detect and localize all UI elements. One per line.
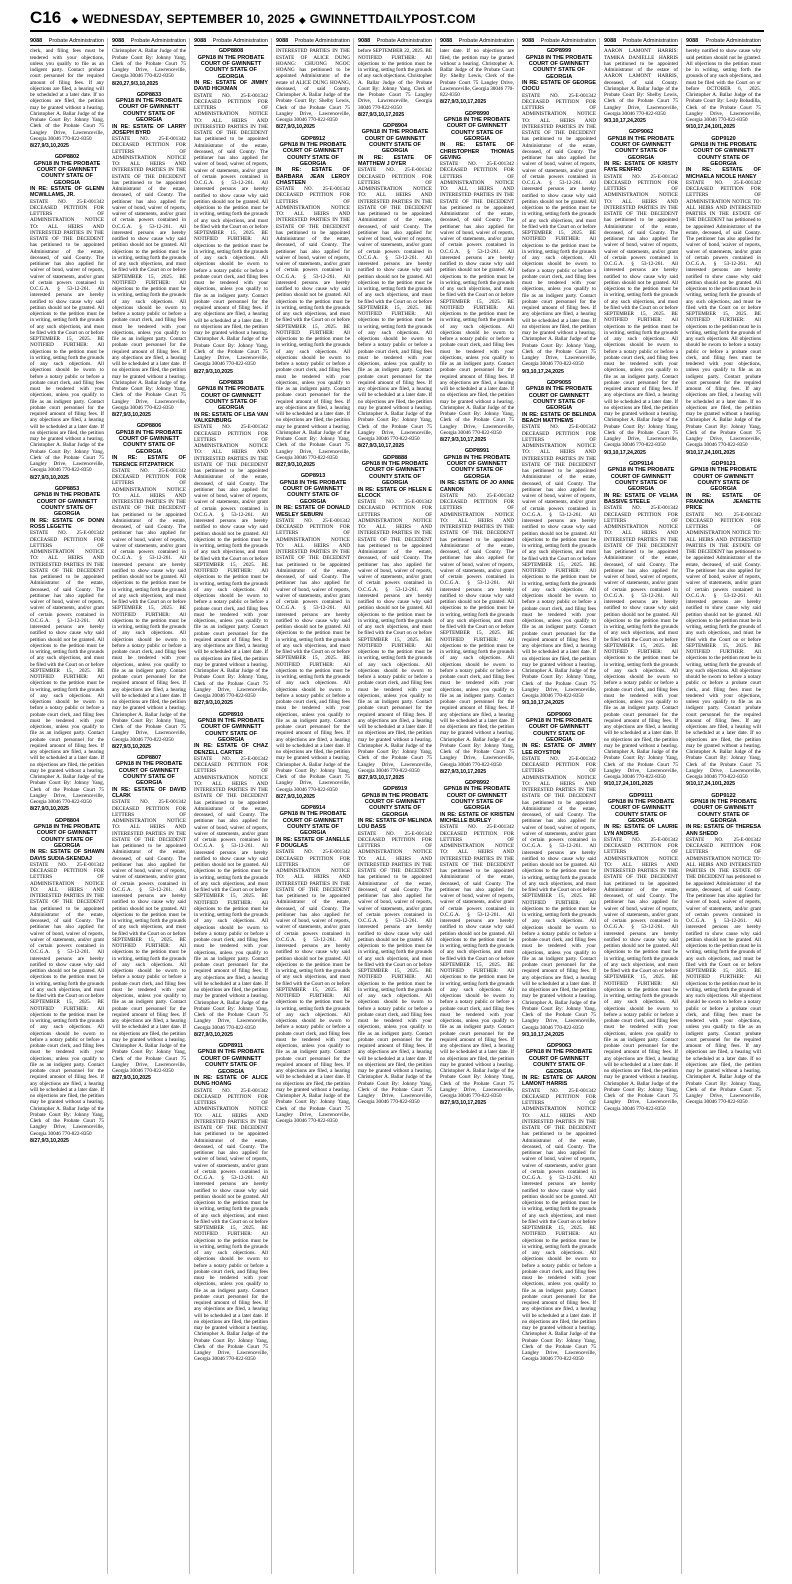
- notice-code: GDP9122: [711, 792, 736, 799]
- probate-notice: [686, 461, 761, 788]
- notice-continuation: [440, 48, 514, 105]
- notice-body-text: ESTATE NO. 25-E-001342 DECEASED PETITION FOR LETTERS OF ADMINISTRATION NOTICE TO: ALL HEIRS AND INTERESTED PARTIES IN THE ESTATE OF THE DECEDENT has petitioned to be appointed Administrator of the estate, deceased, of said County. The petitioner has also applied for waiver of bond, waiver of reports, waiver of statements, and/or grant of certain powers contained in O.C.G.A. § 53-12-261. All interested persons are hereby notified to show cause why said petition should not be granted. All objections to the petition must be in writing, setting forth the grounds of any such objections, and must be filed with the Court on or before SEPTEMBER 15, 2025. BE NOTIFIED FURTHER: All objections to the petition must be in writing, setting forth the grounds of any such objections. All objections should be sworn to before a notary public or before a probate court clerk, and filing fees must be tendered with your objections, unless you qualify to file as an indigent party. Contact probate court personnel for the required amount of filing fees. If any objections are filed, a hearing will be scheduled at a later date. If no objections are filed, the petition may be granted without a hearing. Christopher A. Ballar Judge of the Probate Court By: Johnny Yang, Clerk of the Probate Court 75 Langley Drive, Lawrenceville, Georgia 30046 770-822-8350: [30, 861, 104, 1137]
- notice-code: GDP8992: [464, 780, 490, 786]
- notice-column: [30, 38, 108, 1574]
- probate-notice: [30, 154, 104, 481]
- run-dates: 8/27,9/3,10,2025: [30, 474, 69, 481]
- estate-name: IN RE: ESTATE OF LAURIE LYN ANDRUS: [604, 824, 678, 837]
- court-heading: GPN18 IN THE PROBATE COURT OF GWINNETT COUNTY STATE OF GEORGIA: [33, 823, 101, 849]
- probate-notice: [440, 780, 514, 1107]
- court-heading: GPN18 IN THE PROBATE COURT OF GWINNETT COUNTY STATE OF GEORGIA: [525, 1049, 593, 1075]
- notice-continuation: [112, 48, 186, 87]
- run-dates: 8/27,9/3,10,2025: [194, 1031, 233, 1038]
- probate-notice: [358, 455, 432, 782]
- court-heading: GPN18 IN THE PROBATE COURT OF GWINNETT COUNTY STATE OF GEORGIA: [690, 141, 757, 167]
- notice-code: GDP8904: [382, 123, 408, 129]
- estate-name: IN RE: ESTATE OF BELINDA BEACH MATTHEWS: [522, 411, 596, 424]
- court-heading: GPN18 IN THE PROBATE COURT OF GWINNETT COUNTY STATE OF GEORGIA: [197, 717, 265, 743]
- probate-notice: [358, 123, 432, 450]
- notice-code: GDP8807: [136, 755, 162, 761]
- column-header: [522, 38, 596, 46]
- section-code: 9088: [30, 38, 43, 44]
- run-dates: 9/10,17,24,10/1,2025: [686, 124, 736, 131]
- section-label: Probate Administration: [376, 38, 432, 44]
- notice-continuation: [358, 48, 432, 118]
- notice-continuation: [686, 48, 761, 130]
- notice-body-text: Christopher A. Ballar Judge of the Probate Court By: Johnny Yang, Clerk of the Probate Court 75 Langley Drive, Lawrenceville, Georgia 30046 770-822-8350: [112, 48, 186, 80]
- estate-name: IN RE: ESTATE OF DAVID CLARK: [112, 786, 186, 800]
- section-code: 9088: [194, 38, 207, 44]
- estate-name: IN RE: ESTATE OF JIMMY DAVID HICKMAN: [194, 80, 268, 93]
- column-header: [194, 38, 268, 46]
- notice-body-text: ESTATE NO. 25-E-001342 DECEASED PETITION FOR LETTERS OF ADMINISTRATION NOTICE TO: ALL HEIRS AND INTERESTED PARTIES IN THE ESTATE OF THE DECEDENT has petitioned to be appointed Administrator of the estate, deceased, of said County. The petitioner has also applied for waiver of bond, waiver of reports, waiver of statements, and/or grant of certain powers contained in O.C.G.A. § 53-12-261. All interested persons are hereby notified to show cause why said petition should not be granted. All objections to the petition must be in writing, setting forth the grounds of any such objections, and must be filed with the Court on or before SEPTEMBER 15, 2025. BE NOTIFIED FURTHER: All objections to the petition must be in writing, setting forth the grounds of any such objections. All objections should be sworn to before a notary public or before a probate court clerk, and filing fees must be tendered with your objections, unless you qualify to file as an indigent party. Contact probate court personnel for the required amount of filing fees. If any objections are filed, a hearing will be scheduled at a later date. If no objections are filed, the petition may be granted without a hearing. Christopher A. Ballar Judge of the Probate Court By: Johnny Yang, Clerk of the Probate Court 75 Langley Drive, Lawrenceville, Georgia 30046 770-822-8350: [686, 511, 761, 780]
- estate-name: IN RE: ESTATE OF GLENN MCWILLAMS, JR.: [30, 186, 104, 199]
- notice-code: GDP8888: [382, 454, 408, 461]
- probate-notice: [30, 818, 104, 1145]
- notice-continuation: [604, 48, 678, 124]
- notice-code: GDP8990: [464, 110, 490, 117]
- court-heading: GPN18 IN THE PROBATE COURT OF GWINNETT COUNTY STATE OF GEORGIA: [33, 160, 101, 186]
- probate-notice: [604, 793, 678, 1112]
- notice-body-text: clerk, and filing fees must be tendered with your objections, unless you qualify to file as an indigent party. Contact probate court personnel for the required amount of filing fees. If any objections are filed, a hearing will be scheduled at a later date. If no objections are filed, the petition may be granted without a hearing. Christopher A. Ballar Judge of the Probate Court By: Johnny Yang, Clerk of the Probate Court 75 Langley Drive, Lawrenceville, Georgia 30046 770-822-8350: [30, 48, 104, 142]
- court-heading: GPN18 IN THE PROBATE COURT OF GWINNETT COUNTY STATE OF GEORGIA: [525, 54, 593, 80]
- section-label: Probate Administration: [540, 38, 596, 44]
- probate-notice: [358, 786, 432, 1105]
- court-heading: GPN18 IN THE PROBATE COURT OF GWINNETT COUNTY STATE OF GEORGIA: [279, 141, 347, 167]
- notice-body-text: ESTATE NO. 25-E-001342 DECEASED PETITION FOR LETTERS OF ADMINISTRATION NOTICE TO: ALL HEIRS AND INTERESTED PARTIES IN THE ESTATE OF THE DECEDENT has petitioned to be appointed Administrator of the estate, deceased, of said County. The petitioner has also applied for waiver of bond, waiver of reports, waiver of statements, and/or grant of certain powers contained in O.C.G.A. § 53-12-261. All interested persons are hereby notified to show cause why said petition should not be granted. All objections to the petition must be in writing, setting forth the grounds of any such objections, and must be filed with the Court on or before SEPTEMBER 15, 2025. BE NOTIFIED FURTHER: All objections to the petition must be in writing, setting forth the grounds of any such objections. All objections should be sworn to before a notary public or before a probate court clerk, and filing fees must be tendered with your objections, unless you qualify to file as an indigent party. Contact probate court personnel for the required amount of filing fees. If any objections are filed, a hearing will be scheduled at a later date. If no objections are filed, the petition may be granted without a hearing. Christopher A. Ballar Judge of the Probate Court By: Johnny Yang, Clerk of the Probate Court 75 Langley Drive, Lawrenceville, Georgia 30046 770-822-8350: [194, 92, 268, 368]
- run-dates: 8/27,9/3,10,17,2025: [358, 775, 405, 781]
- separator-diamond-icon: ◆: [298, 15, 306, 25]
- court-heading: GPN18 IN THE PROBATE COURT OF GWINNETT COUNTY STATE OF GEORGIA: [525, 386, 593, 412]
- court-heading: GPN18 IN THE PROBATE COURT OF GWINNETT COUNTY STATE OF GEORGIA: [361, 792, 429, 818]
- estate-name: IN RE: ESTATE OF KRISTEN MICHELLE BURLEY: [440, 811, 514, 825]
- notice-code: GDP8804: [54, 817, 80, 824]
- estate-name: IN RE: ESTATE OF AARON LAMONT HARRIS: [522, 1075, 596, 1088]
- notice-body-text: ESTATE NO. 25-E-001342 DECEASED PETITION FOR LETTERS OF ADMINISTRATION NOTICE TO: ALL HEIRS AND INTERESTED PARTIES IN THE ESTATE OF THE DECEDENT has petitioned to be appointed Administrator of the estate, deceased, of said County. The petitioner has also applied for waiver of bond, waiver of reports, waiver of statements, and/or grant of certain powers contained in O.C.G.A. § 53-12-261. All interested persons are hereby notified to show cause why said petition should not be granted. All objections to the petition must be in writing, setting forth the grounds of any such objections, and must be filed with the Court on or before SEPTEMBER 15, 2025. BE NOTIFIED FURTHER: All objections to the petition must be in writing, setting forth the grounds of any such objections. All objections should be sworn to before a notary public or before a probate court clerk, and filing fees must be tendered with your objections, unless you qualify to file as an indigent party. Contact probate court personnel for the required amount of filing fees. If any objections are filed, a hearing will be scheduled at a later date. If no objections are filed, the petition may be granted without a hearing. Christopher A. Ballar Judge of the Probate Court By: Johnny Yang, Clerk of the Probate Court 75 Langley Drive, Lawrenceville, Georgia 30046 770-822-8350: [604, 173, 678, 449]
- estate-name: IN RE: ESTATE OF GEORGE CIOCU: [522, 80, 596, 93]
- probate-notice: [194, 1043, 268, 1362]
- notice-code: GDP9111: [629, 792, 653, 799]
- probate-notice: [440, 111, 514, 444]
- probate-notice: [112, 92, 186, 419]
- notice-body-text: ESTATE NO. 25-E-001342 DECEASED PETITION FOR LETTERS OF ADMINISTRATION NOTICE TO: ALL HEIRS AND INTERESTED PARTIES IN THE ESTATE OF THE DECEDENT has petitioned to be appointed Administrator of the estate, deceased, of said County. The petitioner has also applied for waiver of bond, waiver of reports, waiver of statements, and/or grant of certain powers contained in O.C.G.A. § 53-12-261. All interested persons are hereby notified to show cause why said petition should not be granted. All objections to the petition must be in writing, setting forth the grounds of any such objections, and must be filed with the Court on or before SEPTEMBER 15, 2025. BE NOTIFIED FURTHER: All objections to the petition must be in writing, setting forth the grounds of any such objections. All objections should be sworn to before a notary public or before a probate court clerk, and filing fees must be tendered with your objections, unless you qualify to file as an indigent party. Contact probate court personnel for the required amount of filing fees. If any objections are filed, a hearing will be scheduled at a later date. If no objections are filed, the petition may be granted without a hearing. Christopher A. Ballar Judge of the Probate Court By: Johnny Yang, Clerk of the Probate Court 75 Langley Drive, Lawrenceville, Georgia 30046 770-822-8350: [112, 136, 186, 411]
- probate-notice: [276, 473, 350, 800]
- probate-notice: [604, 129, 678, 456]
- section-label: Probate Administration: [212, 38, 268, 44]
- estate-name: IN RE: ESTATE OF THERESA ANN SHEDD: [686, 824, 761, 837]
- notice-body-text: ESTATE NO. 25-E-001342 DECEASED PETITION FOR LETTERS OF ADMINISTRATION NOTICE TO: ALL HEIRS AND INTERESTED PARTIES IN THE ESTATE OF THE DECEDENT has petitioned to be appointed Administrator of the estate, deceased, of said County. The petitioner has also applied for waiver of bond, waiver of reports, waiver of statements, and/or grant of certain powers contained in O.C.G.A. § 53-12-261. All interested persons are hereby notified to show cause why said petition should not be granted. All objections to the petition must be in writing, setting forth the grounds of any such objections, and must be filed with the Court on or before SEPTEMBER 15, 2025. BE NOTIFIED FURTHER: All objections to the petition must be in writing, setting forth the grounds of any such objections. All objections should be sworn to before a notary public or before a probate court clerk, and filing fees must be tendered with your objections, unless you qualify to file as an indigent party. Contact probate court personnel for the required amount of filing fees. If any objections are filed, a hearing will be scheduled at a later date. If no objections are filed, the petition may be granted without a hearing. Christopher A. Ballar Judge of the Probate Court By: Johnny Yang, Clerk of the Probate Court 75 Langley Drive, Lawrenceville, Georgia 30046 770-822-8350: [440, 161, 514, 436]
- run-dates: 8/27,9/3,10,17,2025: [440, 1100, 487, 1107]
- estate-name: IN RE: ESTATE OF CHAZ DENZELL CARTER: [194, 743, 268, 756]
- notice-column: [112, 38, 190, 1574]
- section-code: 9088: [112, 38, 125, 44]
- notice-body-text: before SEPTEMBER 22, 2025. BE NOTIFIED FURTHER: All objections to the petition must be in writing, setting forth the grounds of any such objections. Christopher A. Ballar Judge of the Probate Court By: Johnny Yang, Clerk of the Probate Court 75 Langley Drive, Lawrenceville, Georgia 30046 770-822-8350: [358, 48, 432, 111]
- run-dates: 8/27,9/3,10,17,2025: [440, 99, 487, 106]
- legal-notice-columns: [30, 38, 764, 1574]
- notice-code: GDP8911: [218, 1043, 244, 1050]
- notice-body-text: ESTATE NO. 25-E-001342 DECEASED PETITION FOR LETTERS OF ADMINISTRATION NOTICE TO: ALL HEIRS AND INTERESTED PARTIES IN THE ESTATE OF THE DECEDENT has petitioned to be appointed Administrator of the estate, deceased, of said County. The petitioner has also applied for waiver of bond, waiver of reports, waiver of statements, and/or grant of certain powers contained in O.C.G.A. § 53-12-261. All interested persons are hereby notified to show cause why said petition should not be granted. All objections to the petition must be in writing, setting forth the grounds of any such objections, and must be filed with the Court on or before SEPTEMBER 15, 2025. BE NOTIFIED FURTHER: All objections to the petition must be in writing, setting forth the grounds of any such objections. All objections should be sworn to before a notary public or before a probate court clerk, and filing fees must be tendered with your objections, unless you qualify to file as an indigent party. Contact probate court personnel for the required amount of filing fees. If any objections are filed, a hearing will be scheduled at a later date. If no objections are filed, the petition may be granted without a hearing. Christopher A. Ballar Judge of the Probate Court By: Johnny Yang, Clerk of the Probate Court 75 Langley Drive, Lawrenceville, Georgia 30046 770-822-8350: [358, 499, 432, 774]
- notice-code: GDP8913: [300, 473, 326, 480]
- notice-column: [522, 38, 600, 1574]
- run-dates: 9/3,10,17,24,2025: [604, 449, 646, 456]
- run-dates: 8/27,9/3,10,17,2025: [440, 437, 487, 444]
- section-code: 9088: [686, 38, 699, 44]
- page-number: C16: [30, 8, 62, 27]
- court-heading: GPN18 IN THE PROBATE COURT OF GWINNETT COUNTY STATE OF GEORGIA: [33, 492, 101, 518]
- estate-name: IN RE: ESTATE OF HELEN E ELCOCK: [358, 486, 432, 499]
- probate-notice: [440, 448, 514, 775]
- estate-name: IN RE: ESTATE OF LARRY JOSEPH BYRD: [112, 123, 186, 136]
- estate-name: IN RE: ESTATE OF JIMMY LEE ROYSTON: [522, 743, 596, 756]
- estate-name: IN RE: ESTATE OF TERENCE FITZPATRICK: [112, 455, 186, 468]
- probate-notice: [276, 136, 350, 469]
- court-heading: GPN18 IN THE PROBATE COURT OF GWINNETT COUNTY STATE OF GEORGIA: [115, 98, 183, 124]
- notice-body-text: ESTATE NO. 25-E-001342 DECEASED PETITION FOR LETTERS OF ADMINISTRATION NOTICE TO: ALL HEIRS AND INTERESTED PARTIES IN THE ESTATE OF THE DECEDENT has petitioned to be appointed Administrator of the estate, deceased, of said County. The petitioner has also applied for waiver of bond, waiver of reports, waiver of statements, and/or grant of certain powers contained in O.C.G.A. § 53-12-261. All interested persons are hereby notified to show cause why said petition should not be granted. All objections to the petition must be in writing, setting forth the grounds of any such objections, and must be filed with the Court on or before SEPTEMBER 15, 2025. BE NOTIFIED FURTHER: All objections to the petition must be in writing, setting forth the grounds of any such objections. All objections should be sworn to before a notary public or before a probate court clerk, and filing fees must be tendered with your objections, unless you qualify to file as an indigent party. Contact probate court personnel for the required amount of filing fees. If any objections are filed, a hearing will be scheduled at a later date. If no objections are filed, the petition may be granted without a hearing. Christopher A. Ballar Judge of the Probate Court By: Johnny Yang, Clerk of the Probate Court 75 Langley Drive, Lawrenceville, Georgia 30046 770-822-8350: [522, 92, 596, 368]
- notice-code: GDP9121: [711, 460, 736, 467]
- run-dates: 9/3,10,17,24,2025: [522, 1031, 564, 1038]
- page-date: WEDNESDAY, SEPTEMBER 10, 2025: [82, 12, 295, 26]
- run-dates: 8/27,9/3,10,2025: [112, 412, 151, 419]
- run-dates: 8/27,9/3,10,2025: [30, 143, 69, 149]
- probate-notice: [522, 380, 596, 707]
- notice-body-text: ESTATE NO. 25-E-001342 DECEASED PETITION FOR LETTERS OF ADMINISTRATION NOTICE TO: ALL HEIRS AND INTERESTED PARTIES IN THE ESTATE OF THE DECEDENT has petitioned to be appointed Administrator of the estate, deceased, of said County. The petitioner has also applied for waiver of bond, waiver of reports, waiver of statements, and/or grant of certain powers contained in O.C.G.A. § 53-12-261. All interested persons are hereby notified to show cause why said petition should not be granted. All objections to the petition must be in writing, setting forth the grounds of any such objections, and must be filed with the Court on or before SEPTEMBER 15, 2025. BE NOTIFIED FURTHER: All objections to the petition must be in writing, setting forth the grounds of any such objections. All objections should be sworn to before a notary public or before a probate court clerk, and filing fees must be tendered with your objections, unless you qualify to file as an indigent party. Contact probate court personnel for the required amount of filing fees. If any objections are filed, a hearing will be scheduled at a later date. If no objections are filed, the petition may be granted without a hearing. Christopher A. Ballar Judge of the Probate Court By: Johnny Yang, Clerk of the Probate Court 75 Langley Drive, Lawrenceville, Georgia 30046 770-822-8350: [276, 517, 350, 793]
- notice-code: GDP8999: [546, 48, 572, 55]
- probate-notice: [686, 793, 761, 1106]
- notice-body-text: ESTATE NO. 25-E-001342 DECEASED PETITION FOR LETTERS OF ADMINISTRATION NOTICE TO: ALL HEIRS AND INTERESTED PARTIES IN THE ESTATE OF THE DECEDENT has petitioned to be appointed Administrator of the estate, deceased, of said County. The petitioner has also applied for waiver of bond, waiver of reports, waiver of statements, and/or grant of certain powers contained in O.C.G.A. § 53-12-261. All interested persons are hereby notified to show cause why said petition should not be granted. All objections to the petition must be in writing, setting forth the grounds of any such objections, and must be filed with the Court on or before SEPTEMBER 15, 2025. BE NOTIFIED FURTHER: All objections to the petition must be in writing, setting forth the grounds of any such objections. All objections should be sworn to before a notary public or before a probate court clerk, and filing fees must be tendered with your objections, unless you qualify to file as an indigent party. Contact probate court personnel for the required amount of filing fees. If any objections are filed, a hearing will be scheduled at a later date. If no objections are filed, the petition may be granted without a hearing. Christopher A. Ballar Judge of the Probate Court By: Johnny Yang, Clerk of the Probate Court 75 Langley Drive, Lawrenceville, Georgia 30046 770-822-8350: [522, 424, 596, 699]
- estate-name: IN RE: ESTATE OF ALICE DUNG HOANG: [194, 1075, 268, 1088]
- notice-code: GDP9055: [546, 379, 572, 386]
- notice-body-text: ESTATE NO. 25-E-001342 DECEASED PETITION FOR LETTERS OF ADMINISTRATION NOTICE TO: ALL HEIRS AND INTERESTED PARTIES IN THE ESTATE OF THE DECEDENT has petitioned to be appointed Administrator of the estate, deceased, of said County. The petitioner has also applied for waiver of bond, waiver of reports, waiver of statements, and/or grant of certain powers contained in O.C.G.A. § 53-12-261. All interested persons are hereby notified to show cause why said petition should not be granted. All objections to the petition must be in writing, setting forth the grounds of any such objections, and must be filed with the Court on or before SEPTEMBER 15, 2025. BE NOTIFIED FURTHER: All objections to the petition must be in writing, setting forth the grounds of any such objections. All objections should be sworn to before a notary public or before a probate court clerk, and filing fees must be tendered with your objections, unless you qualify to file as an indigent party. Contact probate court personnel for the required amount of filing fees. If any objections are filed, a hearing will be scheduled at a later date. If no objections are filed, the petition may be granted without a hearing. Christopher A. Ballar Judge of the Probate Court By: Johnny Yang, Clerk of the Probate Court 75 Langley Drive, Lawrenceville, Georgia 30046 770-822-8350: [604, 505, 678, 780]
- section-label: Probate Administration: [294, 38, 350, 44]
- estate-name: IN RE: ESTATE OF JO ANNE CANNON: [440, 480, 514, 493]
- notice-body-text: ESTATE NO. 25-E-001342 DECEASED PETITION FOR LETTERS OF ADMINISTRATION NOTICE TO: ALL HEIRS AND INTERESTED PARTIES IN THE ESTATE OF THE DECEDENT has petitioned to be appointed Administrator of the estate, deceased, of said County. The petitioner has also applied for waiver of bond, waiver of reports, waiver of statements, and/or grant of certain powers contained in O.C.G.A. § 53-12-261. All interested persons are hereby notified to show cause why said petition should not be granted. All objections to the petition must be in writing, setting forth the grounds of any such objections, and must be filed with the Court on or before SEPTEMBER 15, 2025. BE NOTIFIED FURTHER: All objections to the petition must be in writing, setting forth the grounds of any such objections. All objections should be sworn to before a notary public or before a probate court clerk, and filing fees must be tendered with your objections, unless you qualify to file as an indigent party. Contact probate court personnel for the required amount of filing fees. If any objections are filed, a hearing will be scheduled at a later date. If no objections are filed, the petition may be granted without a hearing. Christopher A. Ballar Judge of the Probate Court By: Johnny Yang, Clerk of the Probate Court 75 Langley Drive, Lawrenceville, Georgia 30046 770-822-8350: [30, 198, 104, 474]
- probate-notice: [686, 136, 761, 456]
- notice-body-text: hereby notified to show cause why said petition should not be granted. All objections to the petition must be in writing, setting forth the grounds of any such objections, and must be filed with the Court on or before OCTOBER 6, 2025. Christopher A. Ballar Judge of the Probate Court By: Lesly Bobadilla, Clerk of the Probate Court 75 Langley Drive, Lawrenceville, Georgia 30046 770-822-8350: [686, 48, 761, 123]
- probate-notice: [522, 48, 596, 375]
- notice-code: GDP8853: [54, 485, 80, 492]
- court-heading: GPN18 IN THE PROBATE COURT OF GWINNETT COUNTY STATE OF GEORGIA: [197, 386, 265, 412]
- run-dates: 8/27,9/3,10,17,2025: [358, 111, 405, 118]
- run-dates: 9/3,10,17,24,2025: [522, 368, 564, 375]
- run-dates: 8/20,27,9/3,10,2025: [112, 80, 159, 87]
- estate-name: IN RE: ESTATE OF MICHAELA NICOLE HANEY: [686, 167, 761, 180]
- run-dates: 8/27,9/3,10,2025: [194, 368, 233, 375]
- section-label: Probate Administration: [48, 38, 104, 44]
- run-dates: 8/27,9/3,10,17,2025: [358, 443, 405, 450]
- probate-notice: [194, 380, 268, 707]
- notice-code: GDP9114: [628, 460, 654, 467]
- column-header: [440, 38, 514, 46]
- notice-body-text: ESTATE NO. 25-E-001342 DECEASED PETITION FOR LETTERS OF ADMINISTRATION NOTICE TO: ALL HEIRS AND INTERESTED PARTIES IN THE ESTATE OF THE DECEDENT has petitioned to be appointed Administrator of the estate, deceased, of said County. The petitioner has also applied for waiver of bond, waiver of reports, waiver of statements, and/or grant of certain powers contained in O.C.G.A. § 53-12-261. All interested persons are hereby notified to show cause why said petition should not be granted. All objections to the petition must be in writing, setting forth the grounds of any such objections, and must be filed with the Court on or before SEPTEMBER 15, 2025. BE NOTIFIED FURTHER: All objections to the petition must be in writing, setting forth the grounds of any such objections. All objections should be sworn to before a notary public or before a probate court clerk, and filing fees must be tendered with your objections, unless you qualify to file as an indigent party. Contact probate court personnel for the required amount of filing fees. If any objections are filed, a hearing will be scheduled at a later date. If no objections are filed, the petition may be granted without a hearing. Christopher A. Ballar Judge of the Probate Court By: Johnny Yang, Clerk of the Probate Court 75 Langley Drive, Lawrenceville, Georgia 30046 770-822-8350: [686, 179, 761, 449]
- court-heading: GPN18 IN THE PROBATE COURT OF GWINNETT COUNTY STATE OF GEORGIA: [115, 761, 183, 787]
- notice-body-text: ESTATE NO. 25-E-001342 DECEASED PETITION FOR LETTERS OF ADMINISTRATION NOTICE TO: ALL HEIRS AND INTERESTED PARTIES IN THE ESTATE OF THE DECEDENT has petitioned to be appointed Administrator of the estate, deceased, of said County. The petitioner has also applied for waiver of bond, waiver of reports, waiver of statements, and/or grant of certain powers contained in O.C.G.A. § 53-12-261. All interested persons are hereby notified to show cause why said petition should not be granted. All objections to the petition must be in writing, setting forth the grounds of any such objections, and must be filed with the Court on or before SEPTEMBER 15, 2025. BE NOTIFIED FURTHER: All objections to the petition must be in writing, setting forth the grounds of any such objections. All objections should be sworn to before a notary public or before a probate court clerk, and filing fees must be tendered with your objections, unless you qualify to file as an indigent party. Contact probate court personnel for the required amount of filing fees. If any objections are filed, a hearing will be scheduled at a later date. If no objections are filed, the petition may be granted without a hearing. Christopher A. Ballar Judge of the Probate Court By: Johnny Yang, Clerk of the Probate Court 75 Langley Drive, Lawrenceville, Georgia 30046 770-822-8350: [112, 467, 186, 743]
- run-dates: 9/3,10,17,24,2025: [604, 118, 646, 124]
- run-dates: 8/27,9/3,10,2025: [276, 793, 315, 800]
- section-label: Probate Administration: [458, 38, 514, 44]
- notice-body-text: ESTATE NO. 25-E-001342 DECEASED PETITION FOR LETTERS OF ADMINISTRATION NOTICE TO: ALL HEIRS AND INTERESTED PARTIES IN THE ESTATE OF THE DECEDENT has petitioned to be appointed Administrator of the estate, deceased, of said County. The petitioner has also applied for waiver of bond, waiver of reports, waiver of statements, and/or grant of certain powers contained in O.C.G.A. § 53-12-261. All interested persons are hereby notified to show cause why said petition should not be granted. All objections to the petition must be in writing, setting forth the grounds of any such objections, and must be filed with the Court on or before SEPTEMBER 15, 2025. BE NOTIFIED FURTHER: All objections to the petition must be in writing, setting forth the grounds of any such objections. All objections should be sworn to before a notary public or before a probate court clerk, and filing fees must be tendered with your objections, unless you qualify to file as an indigent party. Contact probate court personnel for the required amount of filing fees. If any objections are filed, a hearing will be scheduled at a later date. If no objections are filed, the petition may be granted without a hearing. Christopher A. Ballar Judge of the Probate Court By: Johnny Yang, Clerk of the Probate Court 75 Langley Drive, Lawrenceville, Georgia 30046 770-822-8350: [194, 1087, 268, 1363]
- run-dates: 8/27,9/3,10,2025: [30, 1137, 69, 1144]
- run-dates: 8/27,9/3,10,17,2025: [440, 768, 487, 775]
- notice-body-text: INTERESTED PARTIES IN THE ESTATE OF ALICE DUNG HOANG: CHUONG NGOC HOANG has petitioned to be appointed Administrator of the estate of ALICE DUNG HOANG, deceased, of said County. Christopher A. Ballar Judge of the Probate Court By: Shelby Lewis, Clerk of the Probate Court 75 Langley Drive, Lawrenceville, Georgia 30046 770-822-8350: [276, 48, 350, 123]
- court-heading: GPN18 IN THE PROBATE COURT OF GWINNETT COUNTY STATE OF GEORGIA: [690, 467, 757, 493]
- run-dates: 9/10,17,24,10/1,2025: [604, 781, 654, 788]
- notice-body-text: ESTATE NO. 25-E-001342 DECEASED PETITION FOR LETTERS OF ADMINISTRATION NOTICE TO: ALL HEIRS AND INTERESTED PARTIES IN THE ESTATE OF THE DECEDENT has petitioned to be appointed Administrator of the estate, deceased, of said County. The petitioner has also applied for waiver of bond, waiver of reports, waiver of statements, and/or grant of certain powers contained in O.C.G.A. § 53-12-261. All interested persons are hereby notified to show cause why said petition should not be granted. All objections to the petition must be in writing, setting forth the grounds of any such objections, and must be filed with the Court on or before SEPTEMBER 15, 2025. BE NOTIFIED FURTHER: All objections to the petition must be in writing, setting forth the grounds of any such objections. All objections should be sworn to before a notary public or before a probate court clerk, and filing fees must be tendered with your objections, unless you qualify to file as an indigent party. Contact probate court personnel for the required amount of filing fees. If any objections are filed, a hearing will be scheduled at a later date. If no objections are filed, the petition may be granted without a hearing. Christopher A. Ballar Judge of the Probate Court By: Johnny Yang, Clerk of the Probate Court 75 Langley Drive, Lawrenceville, Georgia 30046 770-822-8350: [194, 755, 268, 1031]
- notice-body-text: ESTATE NO. 25-E-001342 DECEASED PETITION FOR LETTERS OF ADMINISTRATION NOTICE TO: ALL HEIRS AND INTERESTED PARTIES IN THE ESTATE OF THE DECEDENT has petitioned to be appointed Administrator of the estate, deceased, of said County. The petitioner has also applied for waiver of bond, waiver of reports, waiver of statements, and/or grant of certain powers contained in O.C.G.A. § 53-12-261. All interested persons are hereby notified to show cause why said petition should not be granted. All objections to the petition must be in writing, setting forth the grounds of any such objections, and must be filed with the Court on or before SEPTEMBER 15, 2025. BE NOTIFIED FURTHER: All objections to the petition must be in writing, setting forth the grounds of any such objections. All objections should be sworn to before a notary public or before a probate court clerk, and filing fees must be tendered with your objections, unless you qualify to file as an indigent party. Contact probate court personnel for the required amount of filing fees. If any objections are filed, a hearing will be scheduled at a later date. If no objections are filed, the petition may be granted without a hearing. Christopher A. Ballar Judge of the Probate Court By: Johnny Yang, Clerk of the Probate Court 75 Langley Drive, Lawrenceville, Georgia 30046 770-822-8350: [686, 836, 761, 1106]
- notice-continuation: [30, 48, 104, 149]
- section-code: 9088: [440, 38, 453, 44]
- section-label: Probate Administration: [705, 38, 761, 44]
- notice-code: GDP8991: [464, 448, 490, 455]
- notice-code: GDP8912: [300, 135, 326, 142]
- run-dates: 8/27,9/3,10,2025: [112, 743, 151, 750]
- notice-code: GDP8806: [136, 423, 162, 430]
- estate-name: IN RE: ESTATE OF JANELLE F DOUGLAS: [276, 836, 350, 850]
- notice-body-text: ESTATE NO. 25-E-001342 DECEASED PETITION FOR LETTERS OF ADMINISTRATION NOTICE TO: ALL HEIRS AND INTERESTED PARTIES IN THE ESTATE OF THE DECEDENT has petitioned to be appointed Administrator of the estate, deceased, of said County. The petitioner has also applied for waiver of bond, waiver of reports, waiver of statements, and/or grant of certain powers contained in O.C.G.A. § 53-12-261. All interested persons are hereby notified to show cause why said petition should not be granted. All objections to the petition must be in writing, setting forth the grounds of any such objections, and must be filed with the Court on or before SEPTEMBER 15, 2025. BE NOTIFIED FURTHER: All objections to the petition must be in writing, setting forth the grounds of any such objections. All objections should be sworn to before a notary public or before a probate court clerk, and filing fees must be tendered with your objections, unless you qualify to file as an indigent party. Contact probate court personnel for the required amount of filing fees. If any objections are filed, a hearing will be scheduled at a later date. If no objections are filed, the petition may be granted without a hearing. Christopher A. Ballar Judge of the Probate Court By: Johnny Yang, Clerk of the Probate Court 75 Langley Drive, Lawrenceville, Georgia 30046 770-822-8350: [522, 1087, 596, 1363]
- estate-name: IN RE: ESTATE OF BARBARA JEAN LEROY CHASTEEN: [276, 167, 350, 186]
- section-code: 9088: [604, 38, 617, 44]
- section-code: 9088: [358, 38, 371, 44]
- probate-notice: [522, 712, 596, 1039]
- notice-column: [686, 38, 764, 1574]
- notice-body-text: ESTATE NO. 25-E-001342 DECEASED PETITION FOR LETTERS OF ADMINISTRATION NOTICE TO: ALL HEIRS AND INTERESTED PARTIES IN THE ESTATE OF THE DECEDENT has petitioned to be appointed Administrator of the estate, deceased, of said County. The petitioner has also applied for waiver of bond, waiver of reports, waiver of statements, and/or grant of certain powers contained in O.C.G.A. § 53-12-261. All interested persons are hereby notified to show cause why said petition should not be granted. All objections to the petition must be in writing, setting forth the grounds of any such objections, and must be filed with the Court on or before SEPTEMBER 15, 2025. BE NOTIFIED FURTHER: All objections to the petition must be in writing, setting forth the grounds of any such objections. All objections should be sworn to before a notary public or before a probate court clerk, and filing fees must be tendered with your objections, unless you qualify to file as an indigent party. Contact probate court personnel for the required amount of filing fees. If any objections are filed, a hearing will be scheduled at a later date. If no objections are filed, the petition may be granted without a hearing. Christopher A. Ballar Judge of the Probate Court By: Johnny Yang, Clerk of the Probate Court 75 Langley Drive, Lawrenceville, Georgia 30046 770-822-8350: [112, 799, 186, 1075]
- run-dates: 8/27,9/3,10,2025: [276, 124, 315, 131]
- notice-body-text: ESTATE NO. 25-E-001342 DECEASED PETITION FOR LETTERS OF ADMINISTRATION NOTICE TO: ALL HEIRS AND INTERESTED PARTIES IN THE ESTATE OF THE DECEDENT has petitioned to be appointed Administrator of the estate, deceased, of said County. The petitioner has also applied for waiver of bond, waiver of reports, waiver of statements, and/or grant of certain powers contained in O.C.G.A. § 53-12-261. All interested persons are hereby notified to show cause why said petition should not be granted. All objections to the petition must be in writing, setting forth the grounds of any such objections, and must be filed with the Court on or before SEPTEMBER 15, 2025. BE NOTIFIED FURTHER: All objections to the petition must be in writing, setting forth the grounds of any such objections. All objections should be sworn to before a notary public or before a probate court clerk, and filing fees must be tendered with your objections, unless you qualify to file as an indigent party. Contact probate court personnel for the required amount of filing fees. If any objections are filed, a hearing will be scheduled at a later date. If no objections are filed, the petition may be granted without a hearing. Christopher A. Ballar Judge of the Probate Court By: Johnny Yang, Clerk of the Probate Court 75 Langley Drive, Lawrenceville, Georgia 30046 770-822-8350: [604, 836, 678, 1112]
- estate-name: IN RE: ESTATE OF MATTHEW J DYER: [358, 154, 432, 168]
- notice-body-text: ESTATE NO. 25-E-001342 DECEASED PETITION FOR LETTERS OF ADMINISTRATION NOTICE TO: ALL HEIRS AND INTERESTED PARTIES IN THE ESTATE OF THE DECEDENT has petitioned to be appointed Administrator of the estate, deceased, of said County. The petitioner has also applied for waiver of bond, waiver of reports, waiver of statements, and/or grant of certain powers contained in O.C.G.A. § 53-12-261. All interested persons are hereby notified to show cause why said petition should not be granted. All objections to the petition must be in writing, setting forth the grounds of any such objections, and must be filed with the Court on or before SEPTEMBER 15, 2025. BE NOTIFIED FURTHER: All objections to the petition must be in writing, setting forth the grounds of any such objections. All objections should be sworn to before a notary public or before a probate court clerk, and filing fees must be tendered with your objections, unless you qualify to file as an indigent party. Contact probate court personnel for the required amount of filing fees. If any objections are filed, a hearing will be scheduled at a later date. If no objections are filed, the petition may be granted without a hearing. Christopher A. Ballar Judge of the Probate Court By: Johnny Yang, Clerk of the Probate Court 75 Langley Drive, Lawrenceville, Georgia 30046 770-822-8350: [194, 424, 268, 699]
- court-heading: GPN18 IN THE PROBATE COURT OF GWINNETT COUNTY STATE OF GEORGIA: [361, 460, 429, 487]
- notice-code: GDP8802: [54, 154, 80, 161]
- column-header: [30, 38, 104, 46]
- notice-body-text: later date. If no objections are filed, the petition may be granted without a hearing. Christopher A. Ballar Judge of the Probate Court By: Shelby Lewis, Clerk of the Probate Court 75 Langley Drive, Lawrenceville, Georgia 30046 770-822-8350: [440, 48, 514, 98]
- estate-name: IN RE: ESTATE OF VELMA BASSIVE STEELE: [604, 492, 678, 505]
- notice-body-text: ESTATE NO. 25-E-001342 DECEASED PETITION FOR LETTERS OF ADMINISTRATION NOTICE TO: ALL HEIRS AND INTERESTED PARTIES IN THE ESTATE OF THE DECEDENT has petitioned to be appointed Administrator of the estate, deceased, of said County. The petitioner has also applied for waiver of bond, waiver of reports, waiver of statements, and/or grant of certain powers contained in O.C.G.A. § 53-12-261. All interested persons are hereby notified to show cause why said petition should not be granted. All objections to the petition must be in writing, setting forth the grounds of any such objections, and must be filed with the Court on or before SEPTEMBER 15, 2025. BE NOTIFIED FURTHER: All objections to the petition must be in writing, setting forth the grounds of any such objections. All objections should be sworn to before a notary public or before a probate court clerk, and filing fees must be tendered with your objections, unless you qualify to file as an indigent party. Contact probate court personnel for the required amount of filing fees. If any objections are filed, a hearing will be scheduled at a later date. If no objections are filed, the petition may be granted without a hearing. Christopher A. Ballar Judge of the Probate Court By: Johnny Yang, Clerk of the Probate Court 75 Langley Drive, Lawrenceville, Georgia 30046 770-822-8350: [522, 755, 596, 1031]
- notice-body-text: ESTATE NO. 25-E-001342 DECEASED PETITION FOR LETTERS OF ADMINISTRATION NOTICE TO: ALL HEIRS AND INTERESTED PARTIES IN THE ESTATE OF THE DECEDENT has petitioned to be appointed Administrator of the estate, deceased, of said County. The petitioner has also applied for waiver of bond, waiver of reports, waiver of statements, and/or grant of certain powers contained in O.C.G.A. § 53-12-261. All interested persons are hereby notified to show cause why said petition should not be granted. All objections to the petition must be in writing, setting forth the grounds of any such objections, and must be filed with the Court on or before SEPTEMBER 15, 2025. BE NOTIFIED FURTHER: All objections to the petition must be in writing, setting forth the grounds of any such objections. All objections should be sworn to before a notary public or before a probate court clerk, and filing fees must be tendered with your objections, unless you qualify to file as an indigent party. Contact probate court personnel for the required amount of filing fees. If any objections are filed, a hearing will be scheduled at a later date. If no objections are filed, the petition may be granted without a hearing. Christopher A. Ballar Judge of the Probate Court By: Johnny Yang, Clerk of the Probate Court 75 Langley Drive, Lawrenceville, Georgia 30046 770-822-8350: [276, 849, 350, 1125]
- column-header: [276, 38, 350, 46]
- court-heading: GPN18 IN THE PROBATE COURT OF GWINNETT COUNTY STATE OF GEORGIA: [690, 798, 757, 824]
- notice-column: [440, 38, 518, 1574]
- probate-notice: [604, 461, 678, 788]
- notice-code: GDP9063: [546, 1043, 572, 1050]
- notice-body-text: ESTATE NO. 25-E-001342 DECEASED PETITION FOR LETTERS OF ADMINISTRATION NOTICE TO: ALL HEIRS AND INTERESTED PARTIES IN THE ESTATE OF THE DECEDENT has petitioned to be appointed Administrator of the estate, deceased, of said County. The petitioner has also applied for waiver of bond, waiver of reports, waiver of statements, and/or grant of certain powers contained in O.C.G.A. § 53-12-261. All interested persons are hereby notified to show cause why said petition should not be granted. All objections to the petition must be in writing, setting forth the grounds of any such objections, and must be filed with the Court on or before SEPTEMBER 15, 2025. BE NOTIFIED FURTHER: All objections to the petition must be in writing, setting forth the grounds of any such objections. All objections should be sworn to before a notary public or before a probate court clerk, and filing fees must be tendered with your objections, unless you qualify to file as an indigent party. Contact probate court personnel for the required amount of filing fees. If any objections are filed, a hearing will be scheduled at a later date. If no objections are filed, the petition may be granted without a hearing. Christopher A. Ballar Judge of the Probate Court By: Johnny Yang, Clerk of the Probate Court 75 Langley Drive, Lawrenceville, Georgia 30046 770-822-8350: [440, 492, 514, 768]
- notice-column: [194, 38, 272, 1574]
- notice-code: GDP8808: [218, 48, 244, 55]
- notice-code: GDP9120: [711, 135, 736, 142]
- court-heading: GPN18 IN THE PROBATE COURT OF GWINNETT COUNTY STATE OF GEORGIA: [443, 454, 511, 480]
- column-header: [358, 38, 432, 46]
- probate-notice: [522, 1043, 596, 1362]
- notice-body-text: AARON LAMONT HARRIS: TAMIKA DANIELLE HARRIS has petitioned to be appointed Administrator of the estate of AARON LAMONT HARRIS, deceased, of said County. Christopher A. Ballar Judge of the Probate Court By: Shelby Lewis, Clerk of the Probate Court 75 Langley Drive, Lawrenceville, Georgia 30046 770-822-8350: [604, 48, 678, 117]
- separator-diamond-icon: ◆: [71, 15, 79, 25]
- probate-notice: [112, 423, 186, 750]
- court-heading: GPN18 IN THE PROBATE COURT OF GWINNETT COUNTY STATE OF GEORGIA: [525, 717, 593, 743]
- probate-notice: [194, 712, 268, 1039]
- court-heading: GPN18 IN THE PROBATE COURT OF GWINNETT COUNTY STATE OF GEORGIA: [279, 811, 347, 837]
- estate-name: IN RE: ESTATE OF CHRISTOPHER THOMAS GEVING: [440, 142, 514, 161]
- estate-name: IN RE: ESTATE OF DONN ROSS LEGETTE: [30, 517, 104, 530]
- run-dates: 9/10,17,24,10/1,2025: [686, 781, 736, 788]
- column-header: [604, 38, 678, 46]
- notice-body-text: ESTATE NO. 25-E-001342 DECEASED PETITION FOR LETTERS OF ADMINISTRATION NOTICE TO: ALL HEIRS AND INTERESTED PARTIES IN THE ESTATE OF THE DECEDENT has petitioned to be appointed Administrator of the estate, deceased, of said County. The petitioner has also applied for waiver of bond, waiver of reports, waiver of statements, and/or grant of certain powers contained in O.C.G.A. § 53-12-261. All interested persons are hereby notified to show cause why said petition should not be granted. All objections to the petition must be in writing, setting forth the grounds of any such objections, and must be filed with the Court on or before SEPTEMBER 15, 2025. BE NOTIFIED FURTHER: All objections to the petition must be in writing, setting forth the grounds of any such objections. All objections should be sworn to before a notary public or before a probate court clerk, and filing fees must be tendered with your objections, unless you qualify to file as an indigent party. Contact probate court personnel for the required amount of filing fees. If any objections are filed, a hearing will be scheduled at a later date. If no objections are filed, the petition may be granted without a hearing. Christopher A. Ballar Judge of the Probate Court By: Johnny Yang, Clerk of the Probate Court 75 Langley Drive, Lawrenceville, Georgia 30046 770-822-8350: [30, 530, 104, 805]
- estate-name: IN RE: ESTATE OF FRANCINA JEANETTE PRICE: [686, 492, 761, 512]
- section-code: 9088: [276, 38, 289, 44]
- notice-body-text: ESTATE NO. 25-E-001342 DECEASED PETITION FOR LETTERS OF ADMINISTRATION NOTICE TO: ALL HEIRS AND INTERESTED PARTIES IN THE ESTATE OF THE DECEDENT has petitioned to be appointed Administrator of the estate, deceased, of said County. The petitioner has also applied for waiver of bond, waiver of reports, waiver of statements, and/or grant of certain powers contained in O.C.G.A. § 53-12-261. All interested persons are hereby notified to show cause why said petition should not be granted. All objections to the petition must be in writing, setting forth the grounds of any such objections, and must be filed with the Court on or before SEPTEMBER 15, 2025. BE NOTIFIED FURTHER: All objections to the petition must be in writing, setting forth the grounds of any such objections. All objections should be sworn to before a notary public or before a probate court clerk, and filing fees must be tendered with your objections, unless you qualify to file as an indigent party. Contact probate court personnel for the required amount of filing fees. If any objections are filed, a hearing will be scheduled at a later date. If no objections are filed, the petition may be granted without a hearing. Christopher A. Ballar Judge of the Probate Court By: Johnny Yang, Clerk of the Probate Court 75 Langley Drive, Lawrenceville, Georgia 30046 770-822-8350: [276, 186, 350, 461]
- court-heading: GPN18 IN THE PROBATE COURT OF GWINNETT COUNTY STATE OF GEORGIA: [607, 135, 675, 161]
- court-heading: GPN18 IN THE PROBATE COURT OF GWINNETT COUNTY STATE OF GEORGIA: [279, 479, 347, 505]
- court-heading: GPN18 IN THE PROBATE COURT OF GWINNETT COUNTY STATE OF GEORGIA: [443, 116, 511, 142]
- court-heading: GPN18 IN THE PROBATE COURT OF GWINNETT COUNTY STATE OF GEORGIA: [607, 467, 675, 493]
- run-dates: 9/3,10,17,24,2025: [522, 700, 564, 707]
- notice-continuation: [276, 48, 350, 130]
- notice-code: GDP8910: [218, 711, 244, 718]
- site-name: GWINNETTDAILYPOST.COM: [309, 12, 476, 26]
- notice-column: [604, 38, 682, 1574]
- court-heading: GPN18 IN THE PROBATE COURT OF GWINNETT COUNTY STATE OF GEORGIA: [115, 429, 183, 455]
- notice-body-text: ESTATE NO. 25-E-001342 DECEASED PETITION FOR LETTERS OF ADMINISTRATION NOTICE TO: ALL HEIRS AND INTERESTED PARTIES IN THE ESTATE OF THE DECEDENT has petitioned to be appointed Administrator of the estate, deceased, of said County. The petitioner has also applied for waiver of bond, waiver of reports, waiver of statements, and/or grant of certain powers contained in O.C.G.A. § 53-12-261. All interested persons are hereby notified to show cause why said petition should not be granted. All objections to the petition must be in writing, setting forth the grounds of any such objections, and must be filed with the Court on or before SEPTEMBER 15, 2025. BE NOTIFIED FURTHER: All objections to the petition must be in writing, setting forth the grounds of any such objections. All objections should be sworn to before a notary public or before a probate court clerk, and filing fees must be tendered with your objections, unless you qualify to file as an indigent party. Contact probate court personnel for the required amount of filing fees. If any objections are filed, a hearing will be scheduled at a later date. If no objections are filed, the petition may be granted without a hearing. Christopher A. Ballar Judge of the Probate Court By: Johnny Yang, Clerk of the Probate Court 75 Langley Drive, Lawrenceville, Georgia 30046 770-822-8350: [358, 167, 432, 443]
- estate-name: IN RE: ESTATE OF MELINDA LOU BASS: [358, 818, 432, 831]
- probate-notice: [112, 755, 186, 1082]
- court-heading: GPN18 IN THE PROBATE COURT OF GWINNETT COUNTY STATE OF GEORGIA: [197, 54, 265, 80]
- court-heading: GPN18 IN THE PROBATE COURT OF GWINNETT COUNTY STATE OF GEORGIA: [443, 786, 511, 812]
- court-heading: GPN18 IN THE PROBATE COURT OF GWINNETT COUNTY STATE OF GEORGIA: [361, 129, 429, 155]
- section-label: Probate Administration: [130, 38, 186, 44]
- notice-code: GDP9062: [628, 129, 654, 136]
- court-heading: GPN18 IN THE PROBATE COURT OF GWINNETT COUNTY STATE OF GEORGIA: [607, 798, 675, 824]
- run-dates: 8/27,9/3,10,2025: [30, 806, 69, 813]
- estate-name: IN RE: ESTATE OF SHAWN DAVIS SUDIA-SKENDAJ: [30, 849, 104, 862]
- notice-column: [276, 38, 354, 1574]
- notice-body-text: ESTATE NO. 25-E-001342 DECEASED PETITION FOR LETTERS OF ADMINISTRATION NOTICE TO: ALL HEIRS AND INTERESTED PARTIES IN THE ESTATE OF THE DECEDENT has petitioned to be appointed Administrator of the estate, deceased, of said County. The petitioner has also applied for waiver of bond, waiver of reports, waiver of statements, and/or grant of certain powers contained in O.C.G.A. § 53-12-261. All interested persons are hereby notified to show cause why said petition should not be granted. All objections to the petition must be in writing, setting forth the grounds of any such objections, and must be filed with the Court on or before SEPTEMBER 15, 2025. BE NOTIFIED FURTHER: All objections to the petition must be in writing, setting forth the grounds of any such objections. All objections should be sworn to before a notary public or before a probate court clerk, and filing fees must be tendered with your objections, unless you qualify to file as an indigent party. Contact probate court personnel for the required amount of filing fees. If any objections are filed, a hearing will be scheduled at a later date. If no objections are filed, the petition may be granted without a hearing. Christopher A. Ballar Judge of the Probate Court By: Johnny Yang, Clerk of the Probate Court 75 Langley Drive, Lawrenceville, Georgia 30046 770-822-8350: [440, 824, 514, 1100]
- notice-code: GDP8914: [300, 805, 326, 811]
- notice-code: GDP8838: [218, 379, 244, 386]
- probate-notice: [194, 48, 268, 375]
- probate-notice: [276, 805, 350, 1124]
- notice-code: GDP8919: [382, 786, 408, 793]
- notice-column: [358, 38, 436, 1574]
- section-code: 9088: [522, 38, 535, 44]
- run-dates: 8/27,9/3,10,2025: [276, 462, 315, 469]
- estate-name: IN RE: ESTATE OF KRISTY FAYE RENFRO: [604, 161, 678, 174]
- notice-body-text: ESTATE NO. 25-E-001342 DECEASED PETITION FOR LETTERS OF ADMINISTRATION NOTICE TO: ALL HEIRS AND INTERESTED PARTIES IN THE ESTATE OF THE DECEDENT has petitioned to be appointed Administrator of the estate, deceased, of said County. The petitioner has also applied for waiver of bond, waiver of reports, waiver of statements, and/or grant of certain powers contained in O.C.G.A. § 53-12-261. All interested persons are hereby notified to show cause why said petition should not be granted. All objections to the petition must be in writing, setting forth the grounds of any such objections, and must be filed with the Court on or before SEPTEMBER 15, 2025. BE NOTIFIED FURTHER: All objections to the petition must be in writing, setting forth the grounds of any such objections. All objections should be sworn to before a notary public or before a probate court clerk, and filing fees must be tendered with your objections, unless you qualify to file as an indigent party. Contact probate court personnel for the required amount of filing fees. If any objections are filed, a hearing will be scheduled at a later date. If no objections are filed, the petition may be granted without a hearing. Christopher A. Ballar Judge of the Probate Court By: Johnny Yang, Clerk of the Probate Court 75 Langley Drive, Lawrenceville, Georgia 30046 770-822-8350: [358, 830, 432, 1106]
- section-label: Probate Administration: [622, 38, 678, 44]
- run-dates: 9/10,17,24,10/1,2025: [686, 449, 736, 456]
- page-header: [30, 8, 764, 32]
- estate-name: IN RE: ESTATE OF DONALD WESLEY SEBURN: [276, 505, 350, 518]
- court-heading: GPN18 IN THE PROBATE COURT OF GWINNETT COUNTY STATE OF GEORGIA: [197, 1049, 265, 1075]
- notice-code: GDP8833: [136, 91, 162, 98]
- estate-name: IN RE: ESTATE OF LISA VAN VALKENBURG: [194, 411, 268, 424]
- run-dates: 8/27,9/3,10,2025: [112, 1075, 151, 1082]
- notice-code: GDP9060: [546, 711, 572, 718]
- column-header: [686, 38, 761, 46]
- column-header: [112, 38, 186, 46]
- run-dates: 8/27,9/3,10,2025: [194, 700, 233, 707]
- probate-notice: [30, 486, 104, 813]
